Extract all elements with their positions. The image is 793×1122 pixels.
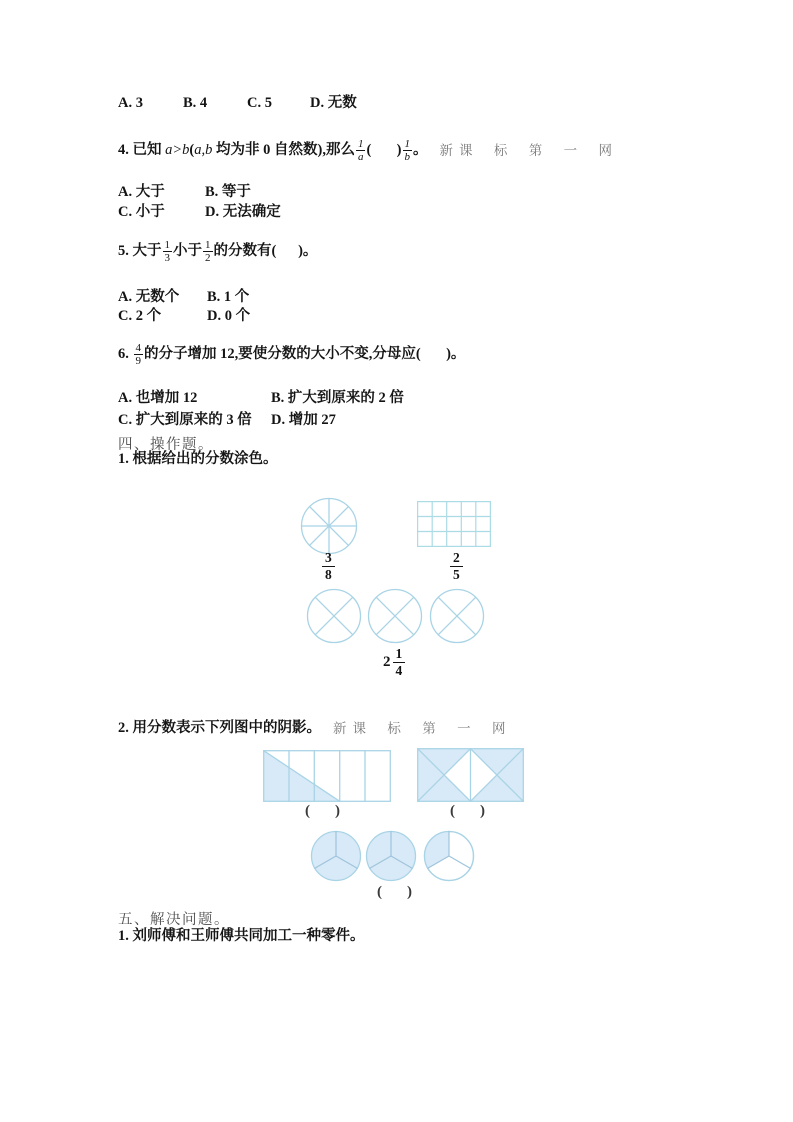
q3-option-a: A. 3 — [118, 95, 143, 111]
q4-option-d: D. 无法确定 — [205, 204, 281, 220]
q6-fraction-four-ninths: $\frac{4}{9}$ — [135, 342, 141, 368]
answer-blank-circles: ( ) — [377, 884, 414, 900]
q4-option-c: C. 小于 — [118, 204, 165, 220]
q6-option-b: B. 扩大到原来的 2 倍 — [271, 390, 404, 406]
q4-expression: a>b — [165, 141, 190, 158]
mixed-number-label-two-and-one-quarter: 2 $\frac{1}{4}$ — [383, 646, 405, 678]
q4-text-5: 。 — [413, 141, 428, 158]
quarter-circle-figure-3 — [429, 588, 485, 644]
question-4 — [118, 138, 618, 163]
q4-option-a: A. 大于 — [118, 184, 165, 200]
q3-option-c: C. 5 — [247, 95, 272, 111]
q4-fraction-1-over-a: $\frac{1}{a}$ — [357, 138, 364, 164]
q3-option-d: D. 无数 — [310, 95, 357, 111]
fraction-label-three-eighths: $\frac{3}{8}$ — [322, 550, 335, 582]
question-6 — [118, 342, 465, 367]
quarter-circle-figure-2 — [367, 588, 423, 644]
section4-q1-text: 1. 根据给出的分数涂色。 — [118, 451, 278, 467]
section5-q1-text: 1. 刘师傅和王师傅共同加工一种零件。 — [118, 928, 365, 944]
q5-text-1: 5. 大于 — [118, 242, 162, 259]
q6-option-d: D. 增加 27 — [271, 412, 336, 428]
grid-fifths-figure — [417, 501, 491, 547]
q4-variables: a,b — [194, 141, 213, 158]
shaded-rectangle-figure — [263, 750, 391, 802]
fraction-label-two-fifths: $\frac{2}{5}$ — [450, 550, 463, 582]
q6-option-c: C. 扩大到原来的 3 倍 — [118, 412, 252, 428]
q5-option-a: A. 无数个 — [118, 289, 180, 305]
q4-text-1: 4. 已知 — [118, 141, 166, 158]
q5-fraction-one-half: $\frac{1}{2}$ — [205, 239, 211, 265]
q5-text-2: 小于 — [173, 242, 202, 259]
section4-q2-line — [118, 720, 512, 737]
q4-watermark: 新课 标 第 一 网 — [439, 142, 619, 158]
circle-eighths-figure — [299, 496, 359, 556]
shaded-squares-figure — [417, 748, 524, 802]
section4-q2-text: 2. 用分数表示下列图中的阴影。 — [118, 720, 321, 736]
q4-answer-blank: ( ) — [366, 141, 402, 158]
shaded-third-circle-figure-2 — [365, 830, 417, 882]
q4-text-2: ( — [189, 141, 195, 158]
section-5-heading: 五、解决问题。 — [118, 912, 230, 928]
q6-option-a: A. 也增加 12 — [118, 390, 198, 406]
q5-option-b: B. 1 个 — [207, 289, 250, 305]
q3-option-b: B. 4 — [183, 95, 208, 111]
q4-text-3: 均为非 0 自然数),那么 — [212, 141, 355, 158]
q5-option-d: D. 0 个 — [207, 308, 251, 324]
answer-blank-rectangle: ( ) — [305, 803, 342, 819]
question-5 — [118, 239, 317, 264]
shaded-third-circle-figure-1 — [310, 830, 362, 882]
shaded-third-circle-figure-3 — [423, 830, 475, 882]
q6-text-2: 的分子增加 12,要使分数的大小不变,分母应( )。 — [144, 345, 466, 362]
q5-text-3: 的分数有( )。 — [213, 242, 318, 259]
answer-blank-squares: ( ) — [450, 803, 487, 819]
section4-q2-watermark: 新课 标 第 一 网 — [333, 720, 512, 736]
quarter-circle-figure-1 — [306, 588, 362, 644]
q6-text-1: 6. — [118, 345, 133, 362]
q4-fraction-1-over-b: $\frac{1}{b}$ — [404, 138, 411, 164]
section-4-heading: 四、操作题。 — [118, 437, 214, 453]
q4-option-b: B. 等于 — [205, 184, 251, 200]
q5-option-c: C. 2 个 — [118, 308, 162, 324]
q5-fraction-one-third: $\frac{1}{3}$ — [164, 239, 170, 265]
